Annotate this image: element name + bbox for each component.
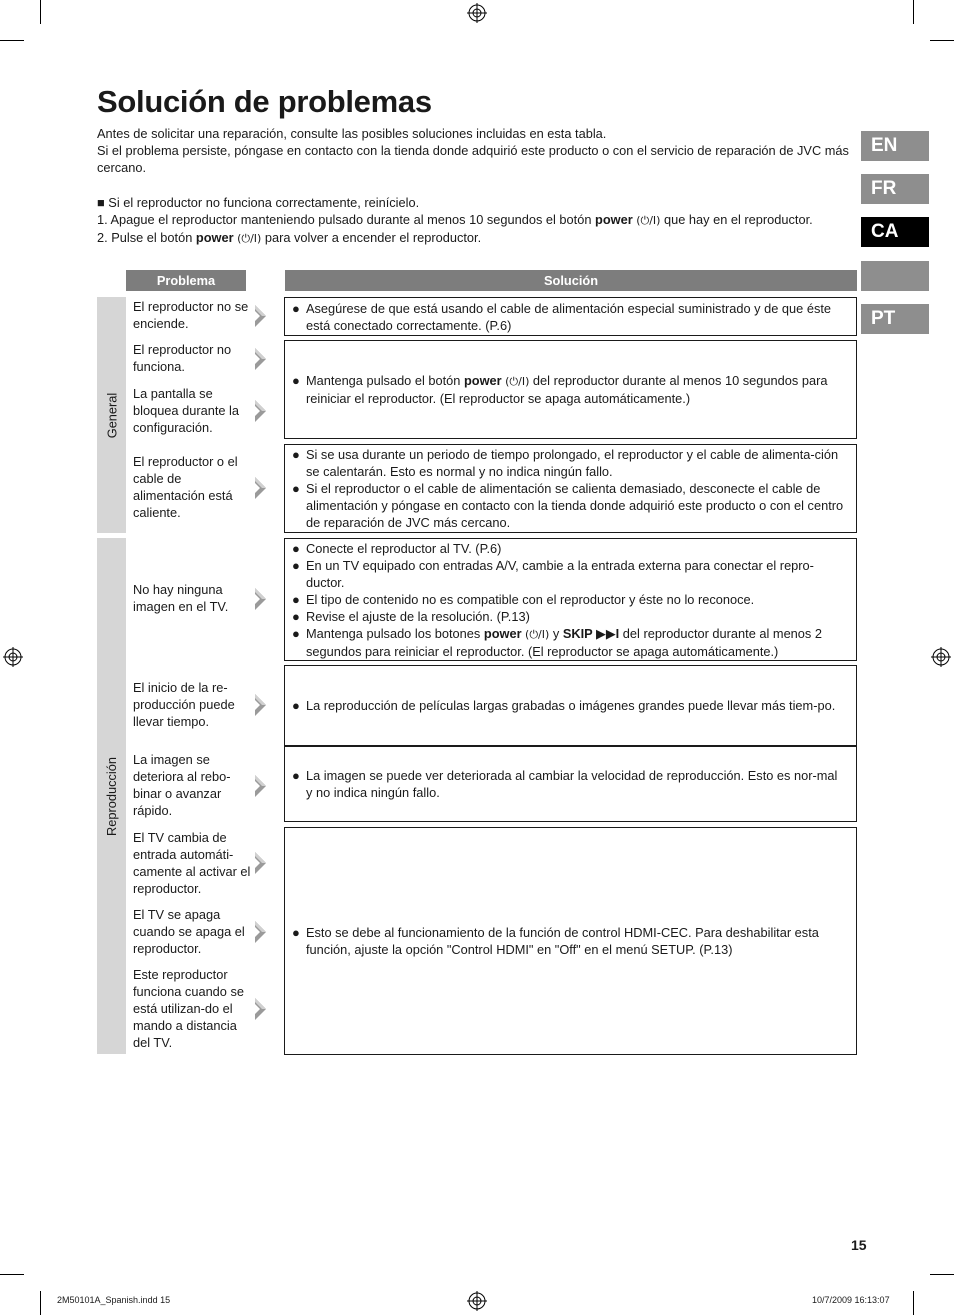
solution-bullet: ● Mantenga pulsado los botones power (⏻/I) y SKIP ▶▶I del reproductor durante al menos 2 segundos para reiniciar el reproductor. (El reproductor se apaga automáticamente.)	[292, 625, 822, 659]
problem-item: La imagen se deteriora al rebo-binar o avanzar rápido.	[133, 752, 231, 818]
solution-box	[284, 538, 857, 661]
crop-mark	[930, 40, 954, 41]
language-tab-blank	[861, 261, 929, 291]
registration-target-icon	[3, 647, 23, 667]
page-title: Solución de problemas	[97, 84, 432, 119]
registration-target-icon	[467, 1291, 487, 1311]
solution-box	[284, 827, 857, 1055]
problem-item: El reproductor no se enciende.	[133, 299, 249, 331]
chevron-right-icon	[252, 920, 268, 944]
chevron-right-icon	[252, 304, 268, 328]
chevron-right-icon	[252, 997, 268, 1021]
problem-item: El TV cambia de entrada automáti-camente al activar el reproductor.	[133, 830, 251, 896]
problem-item: El reproductor no funciona.	[133, 342, 232, 374]
problem-item: El inicio de la re-producción puede llevar tiempo.	[133, 680, 235, 729]
reset-step-1: 1. Apague el reproductor manteniendo pulsado durante al menos 10 segundos el botón power (⏻/I) que hay en el reproductor.	[97, 211, 813, 227]
chevron-right-icon	[252, 476, 268, 500]
column-header-problem: Problema	[126, 270, 246, 291]
solution-bullet: ● La imagen se puede ver deteriorada al cambiar la velocidad de reproducción. Esto es nor-mal y no indica ningún fallo.	[292, 768, 838, 800]
chevron-right-icon	[252, 693, 268, 717]
intro-line: Antes de solicitar una reparación, consulte las posibles soluciones incluidas en esta tabla.	[97, 126, 607, 141]
footer-file: 2M50101A_Spanish.indd 15	[57, 1295, 171, 1305]
solution-bullet: ● En un TV equipado con entradas A/V, cambie a la entrada externa para conectar el repro-ductor.	[292, 557, 814, 590]
problem-item: La pantalla se bloquea durante la configuración.	[133, 386, 240, 435]
problem-item: Este reproductor funciona cuando se está utilizan-do el mando a distancia del TV.	[133, 967, 244, 1050]
solution-box	[284, 444, 857, 533]
section-label-general: General	[104, 392, 119, 438]
reset-step-2: 2. Pulse el botón power (⏻/I) para volver a encender el reproductor.	[97, 230, 482, 246]
chevron-right-icon	[252, 347, 268, 371]
solution-box	[284, 297, 857, 336]
solution-bullet: ● Conecte el reproductor al TV. (P.6)	[292, 540, 502, 556]
solution-bullet: ● Si se usa durante un periodo de tiempo prolongado, el reproductor y el cable de alimenta-ción se calentarán. Esto es normal y no indica ningún fallo.	[292, 447, 839, 479]
chevron-right-icon	[252, 851, 268, 875]
language-tab-fr: FR	[861, 174, 929, 204]
column-header-solution: Solución	[285, 270, 857, 291]
language-tab-ca: CA	[861, 217, 929, 247]
section-label-playback: Reproducción	[104, 756, 119, 836]
problem-item: El reproductor o el cable de alimentación está caliente.	[133, 454, 238, 520]
chevron-right-icon	[252, 587, 268, 611]
problem-item: El TV se apaga cuando se apaga el reproductor.	[133, 907, 245, 956]
problem-item: No hay ninguna imagen en el TV.	[133, 582, 229, 614]
footer-date: 10/7/2009 16:13:07	[812, 1295, 890, 1305]
crop-mark	[40, 0, 41, 24]
solution-bullet: ● La reproducción de películas largas grabadas o imágenes grandes puede llevar más tiem-po.	[292, 698, 836, 713]
solution-box	[284, 746, 857, 822]
crop-mark	[913, 0, 914, 24]
solution-bullet: ● Asegúrese de que está usando el cable de alimentación especial suministrado y de que éste está conectado correctamente. (P.6)	[292, 300, 832, 333]
solution-bullet: ● Esto se debe al funcionamiento de la función de control HDMI-CEC. Para deshabilitar esta función, ajuste la opción "Control HDMI" en "Off" en el menú SETUP. (P.13)	[292, 925, 819, 957]
crop-mark	[0, 1274, 24, 1275]
crop-mark	[0, 40, 24, 41]
solution-bullet: ● Revise el ajuste de la resolución. (P.13)	[292, 608, 530, 624]
solution-box	[284, 340, 857, 439]
chevron-right-icon	[252, 399, 268, 423]
crop-mark	[930, 1274, 954, 1275]
registration-target-icon	[931, 647, 951, 667]
solution-box	[284, 665, 857, 746]
intro-text	[97, 125, 862, 247]
intro-line: Si el problema persiste, póngase en contacto con la tienda donde adquirió este producto o con el servicio de reparación de JVC más cercano.	[97, 143, 849, 176]
page-number: 15	[851, 1237, 867, 1253]
solution-bullet: ● El tipo de contenido no es compatible con el reproductor y éste no lo reconoce.	[292, 591, 755, 607]
solution-bullet: ● Mantenga pulsado el botón power (⏻/I) del reproductor durante al menos 10 segundos para reiniciar el reproductor. (El reproductor se apaga automáticamente.)	[292, 373, 828, 406]
crop-mark	[913, 1291, 914, 1315]
language-tab-en: EN	[861, 131, 929, 161]
chevron-right-icon	[252, 774, 268, 798]
crop-mark	[40, 1291, 41, 1315]
solution-bullet: ● Si el reproductor o el cable de alimentación se calienta demasiado, desconecte el cable de alimentación y póngase en contacto con la tienda donde adquirió este producto o con el centro de reparación de JVC más cercano.	[292, 481, 844, 530]
reset-heading: ■ Si el reproductor no funciona correctamente, reinícielo.	[97, 194, 420, 210]
registration-target-icon	[467, 3, 487, 23]
language-tab-pt: PT	[861, 304, 929, 334]
